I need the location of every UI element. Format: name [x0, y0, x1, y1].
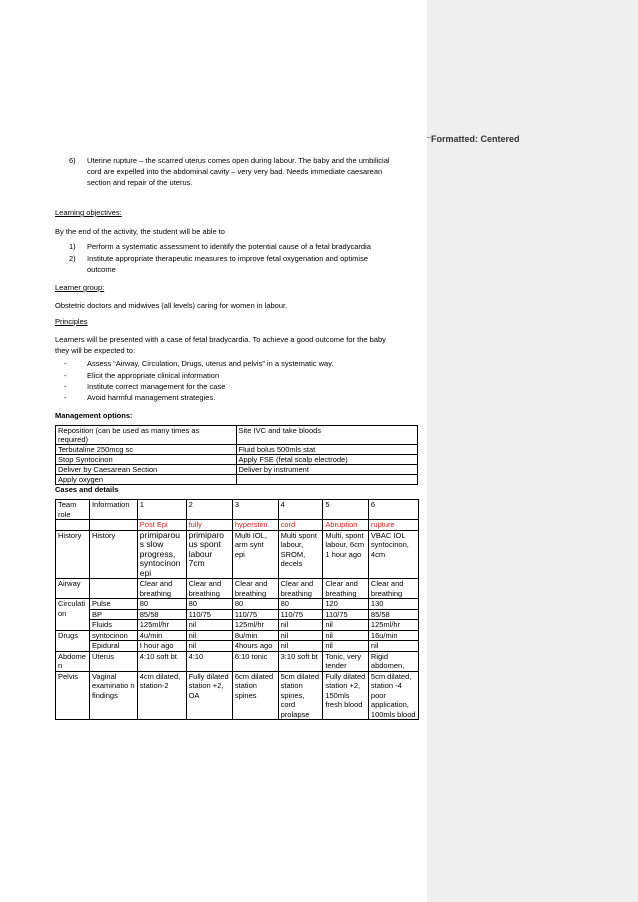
- bullet-text: Avoid harmful management strategies.: [87, 393, 216, 402]
- table-cell: 6cm dilated station spines: [232, 671, 278, 720]
- item-line: Perform a systematic assessment to identify the potential cause of a fetal bradycardia: [87, 242, 371, 251]
- table-header-row: [56, 500, 419, 520]
- row-role: Drugs: [56, 630, 90, 641]
- case-label: Post Epi: [137, 520, 186, 531]
- table-cell: nil: [368, 641, 418, 652]
- table-row: [56, 579, 419, 599]
- dash-bullet: -: [64, 382, 67, 391]
- header-cell: 2: [186, 500, 232, 520]
- list-number: 2): [69, 254, 76, 263]
- table-cell: nil: [186, 630, 232, 641]
- table-cell: Fully dilated station +2, OA: [186, 671, 232, 720]
- case-label: Abruption: [323, 520, 369, 531]
- table-cell: Multi IOL, arm synt epi: [232, 530, 278, 579]
- table-row: [56, 465, 418, 475]
- row-role: History: [56, 530, 90, 579]
- row-info: BP: [89, 609, 137, 620]
- row-info: Vaginal examinatio n findings: [89, 671, 137, 720]
- table-cell: Clear and breathing: [278, 579, 323, 599]
- table-cell: 80: [137, 599, 186, 610]
- table-cell: VBAC IOL syntocinon, 4cm: [368, 530, 418, 579]
- table-row: [56, 671, 419, 720]
- table-cell: 4:10: [186, 651, 232, 671]
- table-cell: 4u/min: [137, 630, 186, 641]
- table-cell: 6:10 tonic: [232, 651, 278, 671]
- table-row: [56, 426, 418, 436]
- table-row: [56, 609, 419, 620]
- table-cell: primiparo us spont labour 7cm: [186, 530, 232, 579]
- table-cell: 125ml/hr: [137, 620, 186, 631]
- table-cell: Reposition (can be used as many times as: [56, 426, 237, 436]
- table-cell: [236, 435, 418, 445]
- table-cell: Fluid bolus 500mls stat: [236, 445, 418, 455]
- table-cell: 3:10 soft bt: [278, 651, 323, 671]
- row-info: [89, 579, 137, 599]
- principles-text: they will be expected to:: [55, 346, 136, 355]
- table-row: [56, 475, 418, 485]
- item-line: Institute appropriate therapeutic measures to improve fetal oxygenation and optimise: [87, 254, 368, 263]
- header-cell: Team role: [56, 500, 90, 520]
- table-cell: 125ml/hr: [368, 620, 418, 631]
- table-cell: I hour ago: [137, 641, 186, 652]
- table-row: [56, 455, 418, 465]
- table-cell: Terbutaline 250mcg sc: [56, 445, 237, 455]
- table-cell: Deliver by instrument: [236, 465, 418, 475]
- bullet-text: Assess “Airway, Circulation, Drugs, uterus and pelvis” in a systematic way.: [87, 359, 334, 368]
- table-cell: 80: [186, 599, 232, 610]
- table-cell: 5cm dilated station spines, cord prolapse: [278, 671, 323, 720]
- table-cell: nil: [278, 630, 323, 641]
- header-cell: 5: [323, 500, 369, 520]
- table-cell: 85/58: [368, 609, 418, 620]
- table-cell: Stop Syntocinon: [56, 455, 237, 465]
- management-table: [55, 425, 418, 485]
- table-cell: nil: [186, 620, 232, 631]
- table-row: [56, 530, 419, 579]
- row-role: [56, 641, 90, 652]
- table-cell: Rigid abdomen,: [368, 651, 418, 671]
- item-line: Uterine rupture – the scarred uterus comes open during labour. The baby and the umbilicial: [87, 156, 390, 165]
- table-cell: 110/75: [323, 609, 369, 620]
- table-cell: Clear and breathing: [368, 579, 418, 599]
- table-cell: required): [56, 435, 237, 445]
- cases-table: [55, 499, 419, 720]
- case-label: rupture: [368, 520, 418, 531]
- table-cell: 120: [323, 599, 369, 610]
- table-cell: Fully dilated station +2, 150mls fresh blood: [323, 671, 369, 720]
- case-label: cord: [278, 520, 323, 531]
- table-cell: Apply oxygen: [56, 475, 237, 485]
- learner-group-text: Obstetric doctors and midwives (all levels) caring for women in labour.: [55, 301, 288, 310]
- learner-group-heading: Learner group:: [55, 283, 105, 292]
- table-cell: nil: [186, 641, 232, 652]
- table-cell: [236, 475, 418, 485]
- row-info: Fluids: [89, 620, 137, 631]
- bullet-text: Elicit the appropriate clinical information: [87, 371, 220, 380]
- learning-objectives-intro: By the end of the activity, the student will be able to: [55, 227, 225, 236]
- table-cell: nil: [323, 620, 369, 631]
- table-cell: nil: [278, 641, 323, 652]
- header-cell: 4: [278, 500, 323, 520]
- row-role: Airway: [56, 579, 90, 599]
- table-cell: nil: [278, 620, 323, 631]
- case-label-row: [56, 520, 419, 531]
- table-cell: 5cm dilated, station -4 poor application, 100mls blood: [368, 671, 418, 720]
- table-cell: Site IVC and take bloods: [236, 426, 418, 436]
- table-cell: 16u/min: [368, 630, 418, 641]
- table-cell: 8u/min: [232, 630, 278, 641]
- table-cell: 110/75: [278, 609, 323, 620]
- row-info: Uterus: [89, 651, 137, 671]
- table-cell: primiparou s slow progress, syntocinon epi: [137, 530, 186, 579]
- row-role: Abdome n: [56, 651, 90, 671]
- table-cell: 4:10 soft bt: [137, 651, 186, 671]
- row-role: [56, 620, 90, 631]
- case-label: hyperstim: [232, 520, 278, 531]
- table-row: [56, 445, 418, 455]
- row-role: Pelvis: [56, 671, 90, 720]
- table-cell: Clear and breathing: [137, 579, 186, 599]
- table-cell: 130: [368, 599, 418, 610]
- row-role: on: [56, 609, 90, 620]
- table-cell: 110/75: [186, 609, 232, 620]
- table-cell: [89, 520, 137, 531]
- header-cell: Information: [89, 500, 137, 520]
- table-cell: 110/75: [232, 609, 278, 620]
- table-row: [56, 435, 418, 445]
- item-line: section and repair of the uterus.: [87, 178, 193, 187]
- table-cell: 125ml/hr: [232, 620, 278, 631]
- table-cell: 4cm dilated, station-2: [137, 671, 186, 720]
- table-row: [56, 620, 419, 631]
- table-row: [56, 630, 419, 641]
- list-number: 6): [69, 156, 76, 165]
- table-row: [56, 599, 419, 610]
- table-cell: Clear and breathing: [232, 579, 278, 599]
- row-info: Pulse: [89, 599, 137, 610]
- management-heading: Management options:: [55, 411, 133, 420]
- table-row: [56, 651, 419, 671]
- cases-heading: Cases and details: [55, 485, 119, 494]
- bullet-text: Institute correct management for the case: [87, 382, 226, 391]
- list-number: 1): [69, 242, 76, 251]
- principles-text: Learners will be presented with a case of fetal bradycardia. To achieve a good outcome for the baby: [55, 335, 386, 344]
- table-cell: [56, 520, 90, 531]
- header-cell: 6: [368, 500, 418, 520]
- table-cell: Multi spont labour, SROM, decels: [278, 530, 323, 579]
- principles-heading: Principles: [55, 317, 88, 326]
- table-cell: Clear and breathing: [186, 579, 232, 599]
- dash-bullet: -: [64, 393, 67, 402]
- case-label: fully: [186, 520, 232, 531]
- row-info: History: [89, 530, 137, 579]
- table-cell: 85/58: [137, 609, 186, 620]
- table-row: [56, 641, 419, 652]
- table-cell: nil: [323, 641, 369, 652]
- row-info: syntocinon: [89, 630, 137, 641]
- table-cell: 80: [232, 599, 278, 610]
- row-role: Circulati: [56, 599, 90, 610]
- table-cell: Apply FSE (fetal scalp electrode): [236, 455, 418, 465]
- table-cell: Deliver by Caesarean Section: [56, 465, 237, 475]
- table-cell: Clear and breathing: [323, 579, 369, 599]
- header-cell: 1: [137, 500, 186, 520]
- table-cell: 4hours ago: [232, 641, 278, 652]
- dash-bullet: -: [64, 371, 67, 380]
- row-info: Epidural: [89, 641, 137, 652]
- header-cell: 3: [232, 500, 278, 520]
- item-line: cord are expelled into the abdominal cavity – very very bad. Needs immediate caesarean: [87, 167, 383, 176]
- dash-bullet: -: [64, 359, 67, 368]
- comment-label: Formatted: Centered: [431, 134, 520, 144]
- table-cell: Multi, spont labour, 6cm 1 hour ago: [323, 530, 369, 579]
- item-line: outcome: [87, 265, 116, 274]
- table-cell: nil: [323, 630, 369, 641]
- table-cell: Tonic, very tender: [323, 651, 369, 671]
- learning-objectives-heading: Learning objectives:: [55, 208, 122, 217]
- table-cell: 80: [278, 599, 323, 610]
